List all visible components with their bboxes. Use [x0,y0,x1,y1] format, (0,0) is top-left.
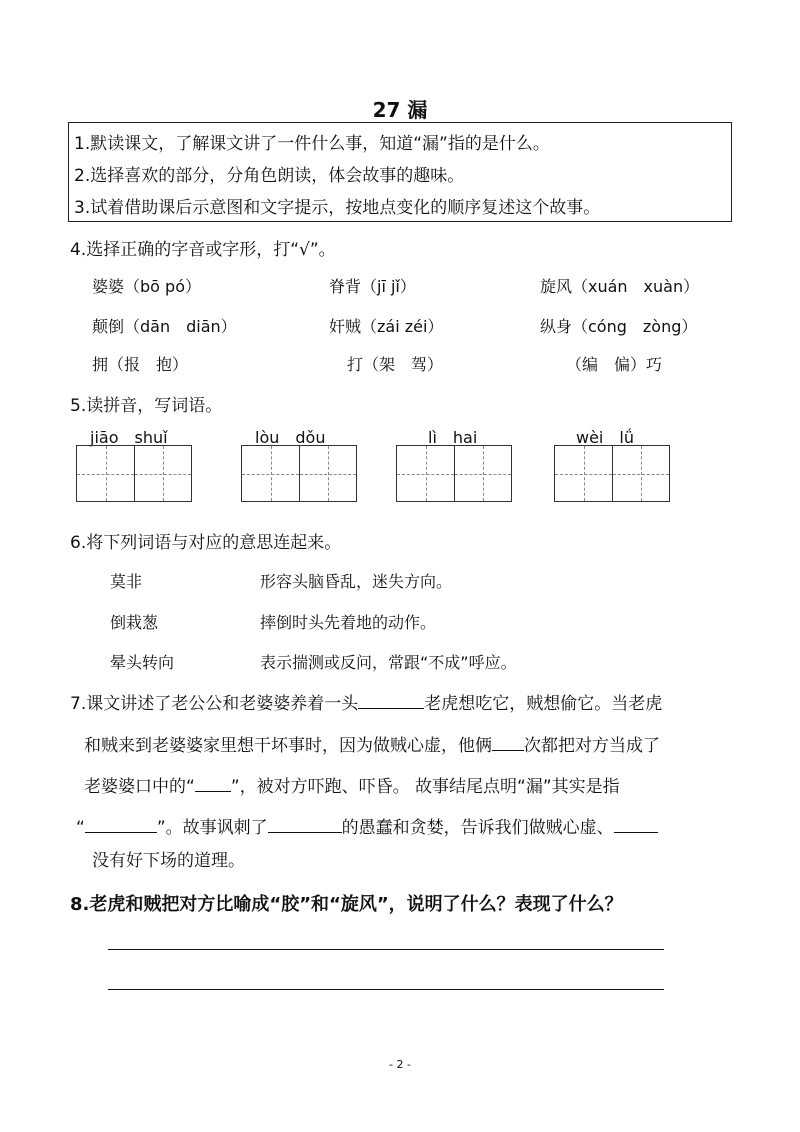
q4-item: 打（架 驾） [347,355,444,374]
question-5-prompt: 5.读拼音，写词语。 [70,396,223,416]
question-4-prompt: 4.选择正确的字音或字形，打“√”。 [70,240,336,260]
goal-3: 3.试着借助课后示意图和文字提示，按地点变化的顺序复述这个故事。 [74,198,601,218]
fill-blank[interactable] [268,814,342,833]
writing-cell[interactable] [454,446,511,501]
q6-word[interactable]: 倒栽葱 [110,613,159,632]
q4-item: 婆婆（bō pó） [92,277,201,296]
pinyin-label: lòu dǒu [255,428,326,447]
q7-line-3: 老婆婆口中的“ ”，被对方吓跑、吓昏。 故事结尾点明“漏”其实是指 [84,773,620,796]
writing-cell[interactable] [242,446,299,501]
q7-line-4: “ ”。故事讽刺了 的愚蠢和贪婪，告诉我们做贼心虚、 [76,814,658,837]
writing-grid[interactable] [554,445,670,502]
q4-item: 拥（报 抱） [92,355,189,374]
goal-2: 2.选择喜欢的部分，分角色朗读，体会故事的趣味。 [74,166,465,186]
q4-item: （编 偏）巧 [566,355,663,374]
q7-line-2: 和贼来到老婆婆家里想干坏事时，因为做贼心虚，他俩 次都把对方当成了 [84,732,660,755]
writing-grid[interactable] [396,445,512,502]
fill-blank[interactable] [358,690,424,709]
question-8-prompt: 8.老虎和贼把对方比喻成“胶”和“旋风”，说明了什么？表现了什么？ [70,894,623,915]
writing-cell[interactable] [397,446,454,501]
learning-goals-box [68,122,732,222]
writing-cell[interactable] [299,446,356,501]
answer-line[interactable] [108,949,664,950]
writing-cell[interactable] [77,446,134,501]
q4-item: 旋风（xuán xuàn） [540,277,700,296]
fill-blank[interactable] [85,814,157,833]
q4-item: 脊背（jī jǐ） [329,277,416,296]
page-number: - 2 - [389,1058,411,1071]
q4-item: 奸贼（zái zéi） [329,317,444,336]
q7-line-5: 没有好下场的道理。 [92,851,245,871]
question-6-prompt: 6.将下列词语与对应的意思连起来。 [70,533,342,553]
fill-blank[interactable] [492,732,524,751]
writing-grid[interactable] [76,445,192,502]
q6-meaning[interactable]: 表示揣测或反问，常跟“不成”呼应。 [260,653,517,672]
page-title: 27 漏 [372,98,428,122]
pinyin-label: lì hai [428,428,478,447]
q6-meaning[interactable]: 摔倒时头先着地的动作。 [260,613,437,632]
fill-blank[interactable] [614,814,658,833]
writing-cell[interactable] [555,446,612,501]
pinyin-label: jiāo shuǐ [90,428,168,447]
q4-item: 颠倒（dān diān） [92,317,237,336]
answer-line[interactable] [108,989,664,990]
writing-cell[interactable] [134,446,191,501]
q4-item: 纵身（cóng zòng） [540,317,698,336]
goal-1: 1.默读课文，了解课文讲了一件什么事，知道“漏”指的是什么。 [74,134,550,154]
q6-word[interactable]: 莫非 [110,572,143,591]
fill-blank[interactable] [195,773,231,792]
writing-cell[interactable] [612,446,669,501]
writing-grid[interactable] [241,445,357,502]
pinyin-label: wèi lǘ [576,428,634,447]
q7-line-1: 7.课文讲述了老公公和老婆婆养着一头 老虎想吃它，贼想偷它。当老虎 [70,690,662,713]
q6-word[interactable]: 晕头转向 [110,653,175,672]
q6-meaning[interactable]: 形容头脑昏乱，迷失方向。 [260,572,453,591]
